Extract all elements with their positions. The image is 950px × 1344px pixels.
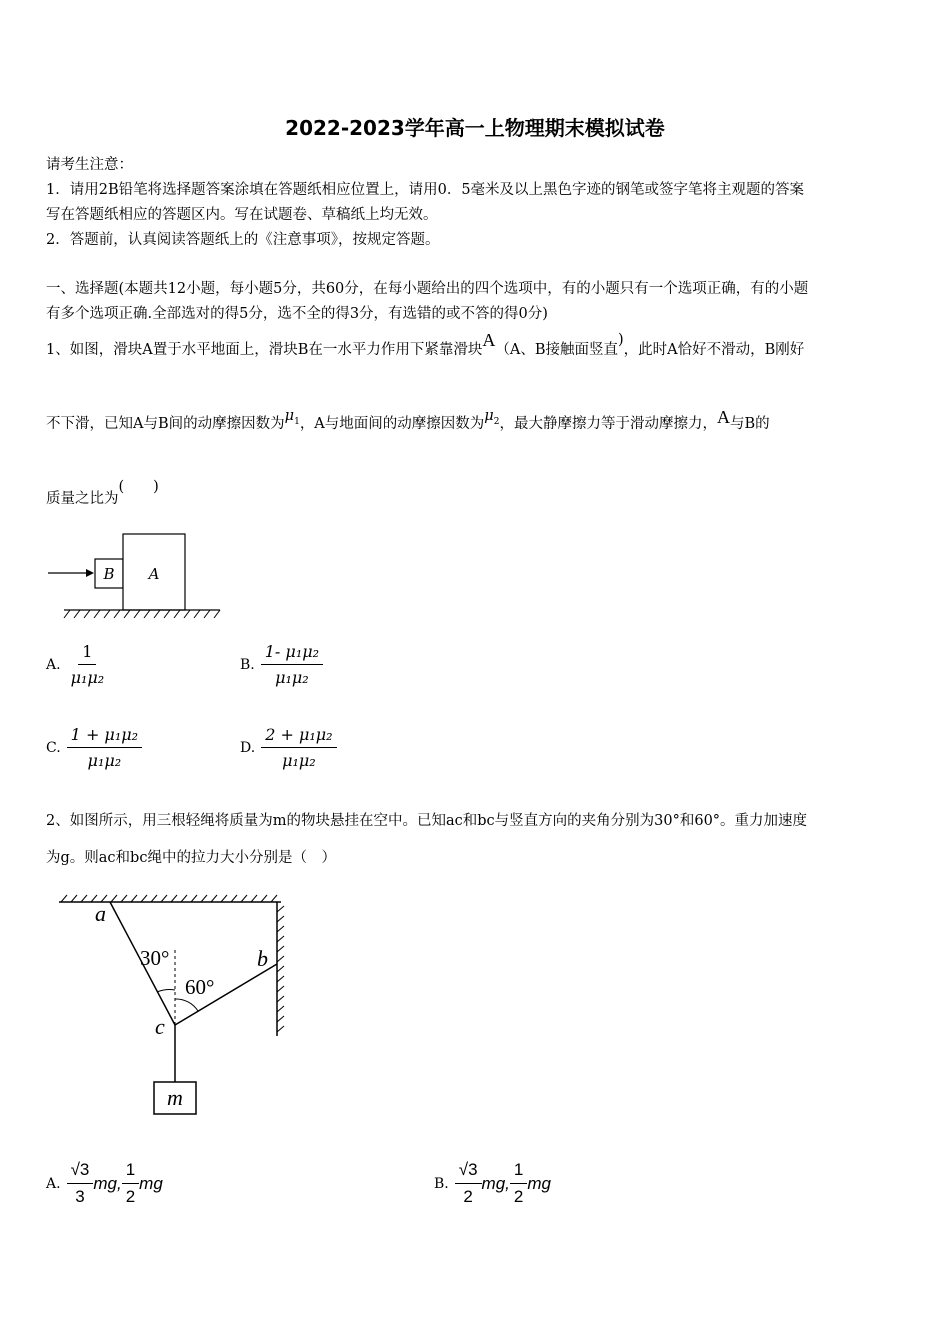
- q1-line-1: 1、如图，滑块A置于水平地面上，滑块B在一水平力作用下紧靠滑块A（A、B接触面竖直)，此时A恰好不滑动，B刚好: [46, 330, 805, 358]
- mu2-symbol: $\mu_2$: [484, 408, 500, 427]
- label-a: A: [148, 565, 160, 583]
- ceiling-hatch: [61, 895, 277, 902]
- section-line-2: 有多个选项正确.全部选对的得5分，选不全的得3分，有选错的或不答的得0分): [46, 306, 548, 322]
- label-point-a: a: [95, 901, 106, 926]
- label-mass-m: m: [167, 1085, 183, 1110]
- q2-line-2: 为g。则ac和bc绳中的拉力大小分别是（ ）: [46, 850, 336, 866]
- option-b-fraction-1: $\frac{√3}{2}$: [455, 1160, 482, 1207]
- option-a-fraction-1: $\frac{√3}{3}$: [67, 1160, 94, 1207]
- q2-line-1: 2、如图所示，用三根轻绳将质量为m的物块悬挂在空中。已知ac和bc与竖直方向的夹角分别为30°和60°。重力加速度: [46, 813, 808, 829]
- angle-arc-60: [175, 999, 198, 1011]
- option-b-fraction: $\frac{\text{1- μ₁μ₂}}{\text{μ₁μ₂}}$: [261, 642, 323, 687]
- wall-hatch: [277, 906, 284, 1032]
- page-title: 2022-2023学年高一上物理期末模拟试卷: [285, 116, 665, 140]
- q1-line-2: 不下滑，已知A与B间的动摩擦因数为$\mu_1$，A与地面间的动摩擦因数为$\mu_2$，最大静摩擦力等于滑动摩擦力，A与B的: [46, 407, 770, 432]
- notice-line-1: 1．请用2B铅笔将选择题答案涂填在答题纸相应位置上，请用0．5毫米及以上黑色字迹的钢笔或签字笔将主观题的答案: [46, 182, 805, 198]
- notice-line-2: 写在答题纸相应的答题区内。写在试题卷、草稿纸上均无效。: [46, 207, 438, 223]
- q1-symbol-a: A: [482, 330, 496, 350]
- q1-paren: ): [618, 332, 624, 348]
- q2-option-b[interactable]: B. $\frac{√3}{2}$ mg, $\frac{1}{2}$ mg: [434, 1160, 551, 1206]
- q1-symbol-a-2: A: [716, 407, 730, 427]
- option-a-fraction-2: $\frac{1}{2}$: [122, 1160, 139, 1207]
- q2-option-a[interactable]: A. $\frac{√3}{3}$ mg, $\frac{1}{2}$ mg: [46, 1160, 163, 1206]
- label-angle-60: 60°: [185, 975, 215, 999]
- label-point-c: c: [155, 1014, 165, 1039]
- mu1-symbol: $\mu_1$: [284, 408, 300, 427]
- section-line-1: 一、选择题(本题共12小题，每小题5分，共60分，在每小题给出的四个选项中，有的小题只有一个选项正确，有的小题: [46, 281, 809, 297]
- notice-line-3: 2．答题前，认真阅读答题纸上的《注意事项》，按规定答题。: [46, 232, 440, 248]
- q1-option-a[interactable]: A. $\frac{1}{\text{μ₁μ₂}}$: [46, 642, 108, 687]
- q1-line-3: 质量之比为( ): [46, 479, 159, 507]
- option-b-fraction-2: $\frac{1}{2}$: [510, 1160, 527, 1207]
- label-angle-30: 30°: [140, 946, 170, 970]
- ground-hatch: [64, 610, 220, 618]
- q1-figure: [44, 528, 224, 624]
- angle-arc-30: [157, 990, 175, 992]
- q1-option-d[interactable]: D. $\frac{\text{2 + μ₁μ₂}}{\text{μ₁μ₂}}$: [240, 725, 337, 770]
- option-d-fraction: $\frac{\text{2 + μ₁μ₂}}{\text{μ₁μ₂}}$: [261, 725, 336, 770]
- option-a-fraction: $\frac{1}{\text{μ₁μ₂}}$: [70, 642, 105, 687]
- notice-heading: 请考生注意：: [46, 157, 133, 173]
- q1-option-b[interactable]: B. $\frac{\text{1- μ₁μ₂}}{\text{μ₁μ₂}}$: [240, 642, 323, 687]
- q1-option-c[interactable]: C. $\frac{\text{1 + μ₁μ₂}}{\text{μ₁μ₂}}$: [46, 725, 142, 770]
- q2-figure: [55, 892, 290, 1122]
- label-point-b: b: [257, 946, 268, 971]
- answer-blank: ( ): [118, 479, 159, 495]
- label-b: B: [103, 565, 115, 583]
- force-arrow-head: [86, 569, 94, 577]
- option-c-fraction: $\frac{\text{1 + μ₁μ₂}}{\text{μ₁μ₂}}$: [67, 725, 142, 770]
